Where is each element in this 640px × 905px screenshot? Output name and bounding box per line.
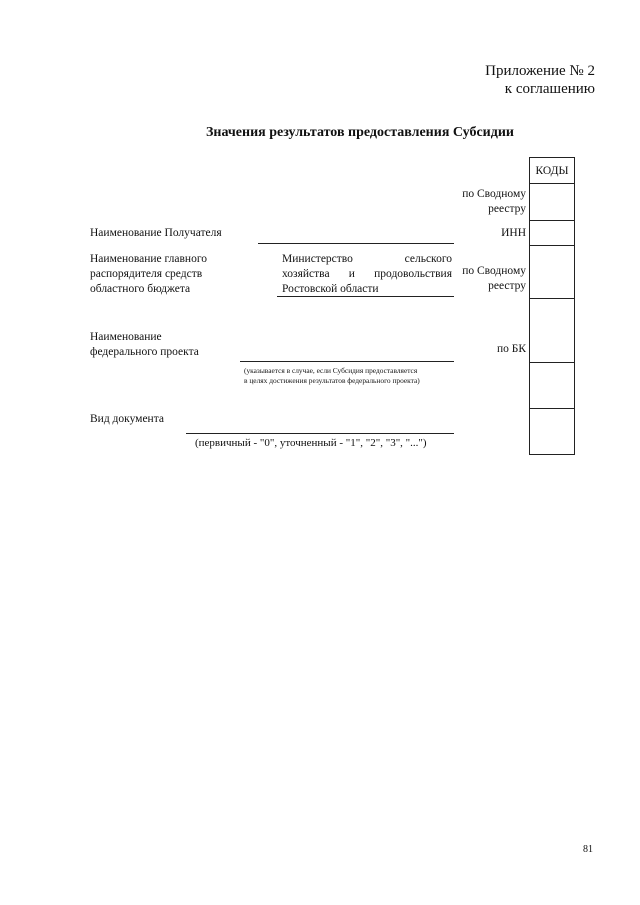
- recipient-label: Наименование Получателя: [90, 227, 222, 239]
- inn-label: ИНН: [501, 227, 526, 239]
- main-manager-value-word-2: сельского: [404, 253, 452, 265]
- main-manager-line: [277, 296, 454, 297]
- main-manager-value-word-5: продовольствия: [374, 268, 452, 280]
- main-manager-label-line-2: распорядителя средств: [90, 268, 203, 280]
- code-cell-doc-type: [530, 408, 574, 457]
- codes-header: КОДЫ: [535, 164, 569, 177]
- code-cell-extra: [530, 362, 574, 409]
- main-manager-value-line-3: Ростовской области: [282, 283, 379, 295]
- main-manager-label: [90, 252, 207, 297]
- federal-project-label: [90, 330, 199, 360]
- appendix-header: [295, 62, 595, 98]
- recipient-line: [258, 243, 454, 244]
- main-manager-label-line-1: Наименование главного: [90, 253, 208, 265]
- code-cell-summary-registry-2: [530, 245, 574, 299]
- main-manager-value-word-1: Министерство: [282, 253, 353, 265]
- summary-registry-1-line-b: реестру: [488, 203, 526, 215]
- main-manager-value-word-4: и: [348, 268, 355, 280]
- federal-project-note-line-1: (указывается в случае, если Субсидия предоставляется: [244, 366, 418, 375]
- main-manager-label-line-3: областного бюджета: [90, 283, 191, 295]
- summary-registry-label-1: [406, 187, 526, 217]
- doc-type-note: (первичный - "0", уточненный - "1", "2", "3", "..."): [195, 437, 427, 449]
- federal-project-note-line-2: в целях достижения результатов федерального проекта): [244, 376, 420, 385]
- federal-project-label-line-1: Наименование: [90, 331, 162, 343]
- federal-project-label-line-2: федерального проекта: [90, 346, 199, 358]
- summary-registry-2-line-a: по Сводному: [462, 265, 526, 277]
- code-cell-summary-registry-1: [530, 183, 574, 221]
- bk-label: по БК: [496, 343, 526, 355]
- main-manager-value: [282, 252, 452, 297]
- document-title: Значения результатов предоставления Субсидии: [206, 125, 514, 140]
- appendix-number: Приложение № 2: [485, 63, 595, 79]
- summary-registry-1-line-a: по Сводному: [462, 188, 526, 200]
- federal-project-note: [244, 366, 420, 386]
- code-cell-bk: [530, 298, 574, 363]
- page-number: 81: [583, 844, 593, 855]
- doc-type-label: Вид документа: [90, 413, 164, 425]
- federal-project-line: [240, 361, 454, 362]
- doc-type-line: [186, 433, 454, 434]
- appendix-subtitle: к соглашению: [504, 81, 595, 97]
- codes-table: [529, 157, 575, 455]
- main-manager-value-word-3: хозяйства: [282, 268, 330, 280]
- summary-registry-2-line-b: реестру: [488, 280, 526, 292]
- code-cell-inn: [530, 220, 574, 246]
